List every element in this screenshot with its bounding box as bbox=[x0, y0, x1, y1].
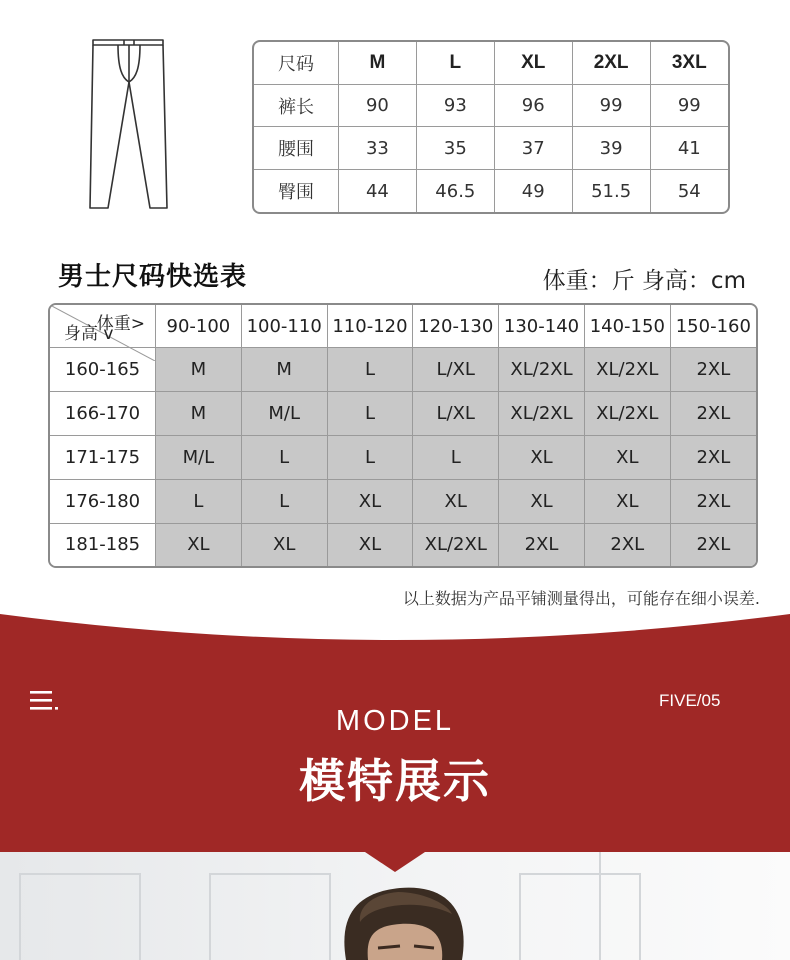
size-cell: 2XL bbox=[670, 435, 756, 479]
measurement-table bbox=[252, 40, 730, 214]
size-cell: XL/2XL bbox=[499, 392, 585, 436]
table-row bbox=[254, 84, 728, 127]
table-cell: 35 bbox=[416, 127, 494, 170]
size-cell: 2XL bbox=[670, 523, 756, 566]
size-cell: XL/2XL bbox=[584, 392, 670, 436]
table-row bbox=[50, 479, 756, 523]
size-cell: M bbox=[241, 348, 327, 392]
table-row bbox=[50, 435, 756, 479]
size-cell: XL bbox=[327, 523, 413, 566]
table-cell: 99 bbox=[572, 84, 650, 127]
size-cell: XL bbox=[241, 523, 327, 566]
table-row bbox=[254, 170, 728, 212]
size-cell: XL bbox=[499, 479, 585, 523]
weight-header-row bbox=[50, 305, 756, 348]
height-label: 181-185 bbox=[50, 523, 156, 566]
measurement-header-row bbox=[254, 42, 728, 84]
section-title-en: MODEL bbox=[335, 705, 455, 737]
table-cell: 46.5 bbox=[416, 170, 494, 212]
size-cell: M bbox=[156, 348, 242, 392]
size-cell: XL/2XL bbox=[413, 523, 499, 566]
size-header-label: 尺码 bbox=[254, 42, 339, 84]
height-axis-label: 身高 v bbox=[64, 324, 114, 345]
size-cell: XL bbox=[584, 479, 670, 523]
height-label: 171-175 bbox=[50, 435, 156, 479]
weight-header: 140-150 bbox=[584, 305, 670, 348]
quick-size-table bbox=[48, 303, 758, 568]
weight-header: 90-100 bbox=[156, 305, 242, 348]
height-label: 166-170 bbox=[50, 392, 156, 436]
size-cell: M/L bbox=[241, 392, 327, 436]
size-cell: XL bbox=[584, 435, 670, 479]
table-cell: 49 bbox=[494, 170, 572, 212]
size-cell: L/XL bbox=[413, 348, 499, 392]
table-cell: 51.5 bbox=[572, 170, 650, 212]
size-cell: XL bbox=[413, 479, 499, 523]
size-header: 2XL bbox=[572, 42, 650, 84]
size-cell: L bbox=[156, 479, 242, 523]
unit-note: 体重：斤 身高：cm bbox=[542, 268, 746, 294]
size-cell: 2XL bbox=[584, 523, 670, 566]
corner-cell bbox=[50, 305, 156, 348]
table-cell: 37 bbox=[494, 127, 572, 170]
table-row bbox=[50, 392, 756, 436]
table-cell: 99 bbox=[650, 84, 728, 127]
table-cell: 93 bbox=[416, 84, 494, 127]
measurement-disclaimer: 以上数据为产品平铺测量得出，可能存在细小误差. bbox=[402, 589, 760, 608]
size-header: 3XL bbox=[650, 42, 728, 84]
size-cell: XL bbox=[327, 479, 413, 523]
size-cell: 2XL bbox=[670, 479, 756, 523]
size-header: M bbox=[339, 42, 417, 84]
table-row bbox=[50, 348, 756, 392]
height-label: 176-180 bbox=[50, 479, 156, 523]
weight-header: 120-130 bbox=[413, 305, 499, 348]
size-cell: XL bbox=[156, 523, 242, 566]
table-row bbox=[50, 523, 756, 566]
size-cell: 2XL bbox=[670, 392, 756, 436]
size-cell: L bbox=[241, 479, 327, 523]
pants-illustration bbox=[88, 38, 170, 212]
row-label: 臀围 bbox=[254, 170, 339, 212]
weight-header: 110-120 bbox=[327, 305, 413, 348]
size-cell: L/XL bbox=[413, 392, 499, 436]
weight-axis-label: 体重> bbox=[96, 314, 145, 334]
quick-chart-title: 男士尺码快选表 bbox=[58, 262, 248, 292]
size-cell: XL/2XL bbox=[499, 348, 585, 392]
size-header: XL bbox=[494, 42, 572, 84]
size-cell: XL bbox=[499, 435, 585, 479]
table-cell: 33 bbox=[339, 127, 417, 170]
row-label: 裤长 bbox=[254, 84, 339, 127]
size-cell: 2XL bbox=[499, 523, 585, 566]
size-cell: L bbox=[327, 435, 413, 479]
size-cell: M bbox=[156, 392, 242, 436]
table-cell: 39 bbox=[572, 127, 650, 170]
table-cell: 90 bbox=[339, 84, 417, 127]
row-label: 腰围 bbox=[254, 127, 339, 170]
table-cell: 96 bbox=[494, 84, 572, 127]
height-label: 160-165 bbox=[50, 348, 156, 392]
weight-header: 100-110 bbox=[241, 305, 327, 348]
size-cell: L bbox=[241, 435, 327, 479]
weight-header: 130-140 bbox=[499, 305, 585, 348]
size-cell: XL/2XL bbox=[584, 348, 670, 392]
size-cell: M/L bbox=[156, 435, 242, 479]
model-photo bbox=[0, 852, 790, 960]
size-cell: L bbox=[413, 435, 499, 479]
section-number: FIVE/05 bbox=[659, 691, 721, 710]
weight-header: 150-160 bbox=[670, 305, 756, 348]
table-cell: 44 bbox=[339, 170, 417, 212]
size-cell: L bbox=[327, 392, 413, 436]
section-title-cn: 模特展示 bbox=[299, 754, 491, 808]
size-cell: 2XL bbox=[670, 348, 756, 392]
table-cell: 41 bbox=[650, 127, 728, 170]
table-row bbox=[254, 127, 728, 170]
size-header: L bbox=[416, 42, 494, 84]
table-cell: 54 bbox=[650, 170, 728, 212]
size-cell: L bbox=[327, 348, 413, 392]
